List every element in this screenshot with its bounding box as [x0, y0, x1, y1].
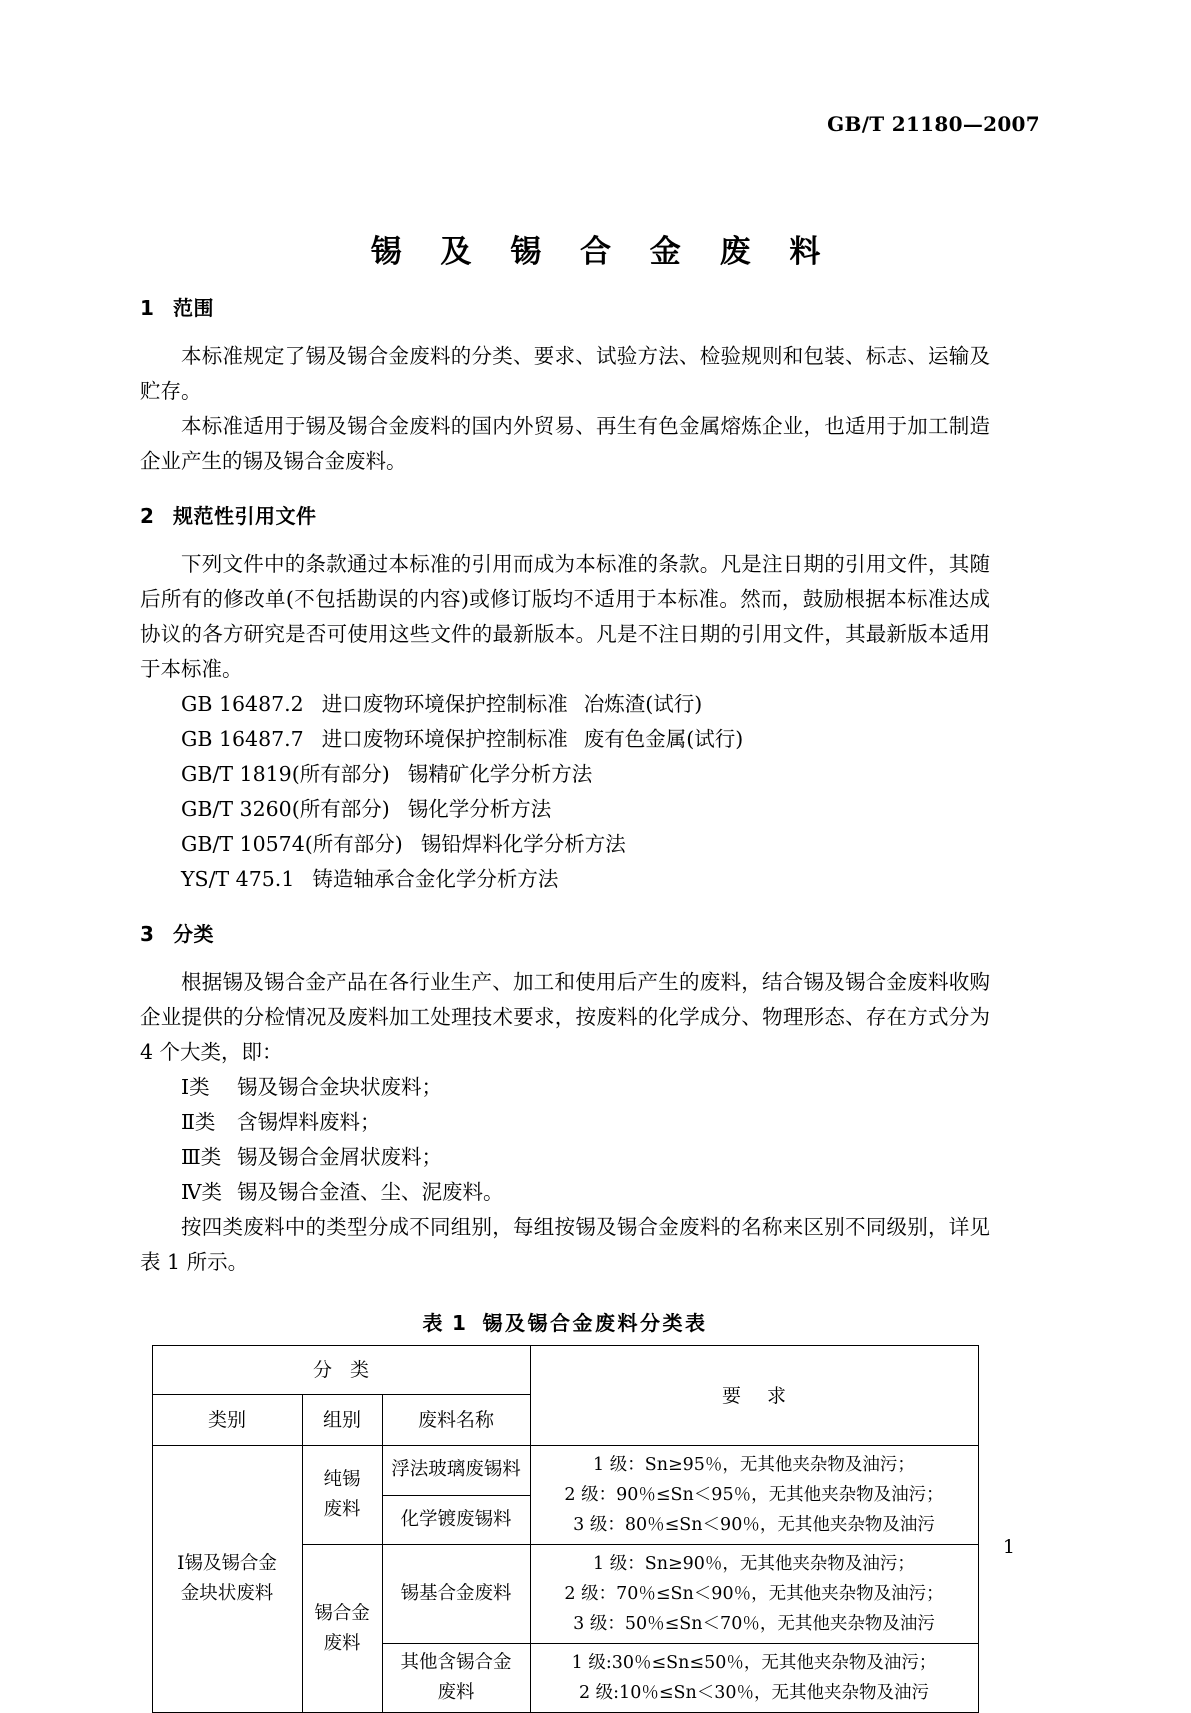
cell-category: [152, 1446, 302, 1713]
reference-title: 进口废物环境保护控制标准: [321, 727, 568, 751]
requirement-line: 1 级：Sn≥95％，无其他夹杂物及油污；: [593, 1455, 915, 1475]
section-number-2: 2: [140, 504, 155, 528]
cell-waste-name: 化学镀废锡料: [382, 1495, 530, 1545]
waste-class-list: [140, 1070, 990, 1210]
section-title-3: 分类: [173, 922, 214, 946]
waste-class-item: [140, 1070, 990, 1105]
waste-class-text: 锡及锡合金渣、尘、泥废料。: [237, 1180, 504, 1204]
reference-title: 锡精矿化学分析方法: [407, 762, 593, 786]
table-row: [152, 1446, 978, 1496]
waste-class-label: Ⅳ类: [181, 1180, 222, 1204]
page-number: 1: [1002, 1536, 1015, 1558]
reference-title: 锡铅焊料化学分析方法: [420, 832, 626, 856]
reference-title: 进口废物环境保护控制标准: [321, 692, 568, 716]
reference-item: [140, 757, 990, 792]
waste-class-label: Ⅲ类: [181, 1145, 222, 1169]
table-caption-number: 1: [452, 1311, 469, 1335]
cell-requirement: [530, 1545, 978, 1644]
cell-requirement: [530, 1446, 978, 1545]
waste-class-label: Ⅱ类: [181, 1110, 216, 1134]
section-title-1: 范围: [173, 296, 214, 320]
reference-title: 锡化学分析方法: [407, 797, 552, 821]
requirement-line: 3 级：50％≤Sn＜70％，无其他夹杂物及油污: [573, 1614, 935, 1634]
cell-waste-name: 浮法玻璃废锡料: [382, 1446, 530, 1496]
cell-waste-name-line2: 废料: [437, 1682, 475, 1703]
page-title: 锡 及 锡 合 金 废 料: [370, 233, 835, 270]
header-waste-name: 废料名称: [382, 1395, 530, 1446]
cell-group-line1: 锡合金: [314, 1602, 370, 1624]
reference-item: [140, 722, 990, 757]
reference-extra: 冶炼渣(试行): [583, 692, 703, 716]
section-number-3: 3: [140, 922, 155, 946]
cell-waste-name-line1: 其他含锡合金: [400, 1652, 512, 1673]
cell-category-line2: 金块状废料: [180, 1583, 274, 1604]
reference-item: [140, 862, 990, 897]
requirement-line: 2 级：90％≤Sn＜95％，无其他夹杂物及油污；: [564, 1485, 944, 1505]
reference-code: GB/T 10574(所有部分): [181, 832, 403, 856]
waste-class-text: 含锡焊料废料；: [237, 1110, 381, 1134]
reference-item: [140, 792, 990, 827]
document-body: [140, 296, 990, 1713]
requirement-line: 1 级：Sn≥90％，无其他夹杂物及油污；: [593, 1554, 915, 1574]
cell-group-line2: 废料: [323, 1632, 361, 1654]
reference-code: GB/T 3260(所有部分): [181, 797, 390, 821]
section-title-2: 规范性引用文件: [173, 504, 317, 528]
waste-class-item: [140, 1105, 990, 1140]
waste-classification-table: [152, 1345, 979, 1713]
requirement-line: 3 级：80％≤Sn＜90％，无其他夹杂物及油污: [573, 1515, 935, 1535]
cell-waste-name: [382, 1644, 530, 1713]
section-3-closing-paragraph: 按四类废料中的类型分成不同组别，每组按锡及锡合金废料的名称来区别不同级别，详见表 1 所示。: [140, 1215, 990, 1274]
section-heading-1: [140, 296, 990, 320]
waste-class-text: 锡及锡合金块状废料；: [237, 1075, 442, 1099]
table-caption-prefix: 表: [422, 1311, 446, 1335]
cell-group-tin-alloy: [302, 1545, 382, 1713]
normative-references-list: [140, 687, 990, 897]
requirement-line: 1 级:30％≤Sn≤50％，无其他夹杂物及油污；: [571, 1653, 937, 1673]
table-header-row-1: [152, 1346, 978, 1395]
section-number-1: 1: [140, 296, 155, 320]
reference-code: GB 16487.2: [181, 692, 304, 716]
reference-code: GB/T 1819(所有部分): [181, 762, 390, 786]
cell-category-line1: Ⅰ锡及锡合金: [177, 1553, 277, 1574]
section-heading-3: [140, 922, 990, 946]
header-group: 组别: [302, 1395, 382, 1446]
reference-code: YS/T 475.1: [181, 867, 295, 891]
reference-item: [140, 827, 990, 862]
reference-extra: 废有色金属(试行): [583, 727, 744, 751]
reference-code: GB 16487.7: [181, 727, 304, 751]
section-2-paragraph-1: 下列文件中的条款通过本标准的引用而成为本标准的条款。凡是注日期的引用文件，其随后所有的修改单(不包括勘误的内容)或修订版均不适用于本标准。然而，鼓励根据本标准达成协议的各方研究是否可使用这些文件的最新版本。凡是不注日期的引用文件，其最新版本适用于本标准。: [140, 552, 990, 681]
requirement-line: 2 级：70％≤Sn＜90％，无其他夹杂物及油污；: [564, 1584, 944, 1604]
table-caption-title: 锡及锡合金废料分类表: [482, 1311, 708, 1335]
requirement-line: 2 级:10％≤Sn＜30％，无其他夹杂物及油污: [578, 1683, 930, 1703]
reference-item: [140, 687, 990, 722]
section-3-paragraph-1: 根据锡及锡合金产品在各行业生产、加工和使用后产生的废料，结合锡及锡合金废料收购企业提供的分检情况及废料加工处理技术要求，按废料的化学成分、物理形态、存在方式分为 4 个大类，即：: [140, 970, 990, 1064]
waste-class-item: [140, 1140, 990, 1175]
cell-group-line2: 废料: [323, 1499, 361, 1520]
section-heading-2: [140, 504, 990, 528]
waste-class-item: [140, 1175, 990, 1210]
waste-class-label: Ⅰ类: [181, 1075, 210, 1099]
waste-class-text: 锡及锡合金屑状废料；: [237, 1145, 442, 1169]
cell-group-line1: 纯锡: [323, 1469, 361, 1490]
cell-requirement: [530, 1644, 978, 1713]
section-1-paragraph-2: 本标准适用于锡及锡合金废料的国内外贸易、再生有色金属熔炼企业，也适用于加工制造企业产生的锡及锡合金废料。: [140, 414, 990, 473]
running-head-standard-number: GB/T 21180—2007: [827, 112, 1040, 136]
cell-waste-name: 锡基合金废料: [382, 1545, 530, 1644]
table-caption: [140, 1307, 990, 1336]
header-category: 类别: [152, 1395, 302, 1446]
header-requirement: 要 求: [530, 1346, 978, 1446]
section-1-paragraph-1: 本标准规定了锡及锡合金废料的分类、要求、试验方法、检验规则和包装、标志、运输及贮存。: [140, 344, 990, 403]
cell-group-pure-tin: [302, 1446, 382, 1545]
reference-title: 铸造轴承合金化学分析方法: [312, 867, 559, 891]
header-classification: 分 类: [152, 1346, 530, 1395]
